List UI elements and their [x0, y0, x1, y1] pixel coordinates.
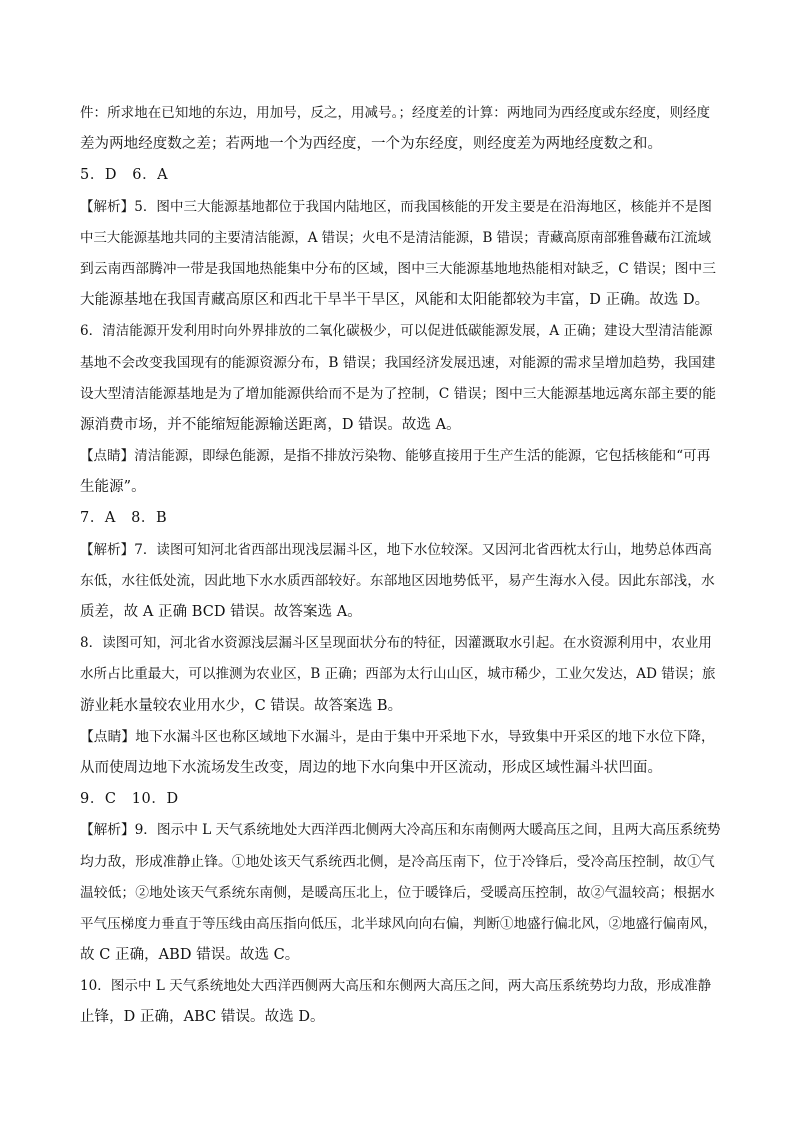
text-line: 止锋，D 正确，ABC 错误。故选 D。: [80, 1009, 325, 1026]
text-line: 件：所求地在已知地的东边，用加号，反之，用减号。；经度差的计算：两地同为西经度或东经度，则经度: [80, 105, 711, 121]
answer-explanation-text: [80, 98, 720, 1034]
text-line: 故 C 正确，ABD 错误。故选 C。: [80, 947, 300, 964]
answer-key-line: 9．C 10．D: [80, 791, 179, 808]
text-line: 差为两地经度数之差；若两地一个为西经度，一个为东经度，则经度差为两地经度数之和。: [80, 136, 662, 153]
answer-key-line: 5．D 6．A: [80, 167, 169, 184]
text-line: 【解析】7．读图可知河北省西部出现浅层漏斗区，地下水位较深。又因河北省西枕太行山，地势总体西高: [80, 541, 712, 558]
text-line: 6．清洁能源开发利用时向外界排放的二氧化碳极少，可以促进低碳能源发展，A 正确；建设大型清洁能源: [80, 323, 713, 340]
text-line: 【解析】9．图示中 L 天气系统地处大西洋西北侧两大冷高压和东南侧两大暖高压之间，且两大高压系统势: [80, 822, 721, 839]
text-line: 东低，水往低处流，因此地下水水质西部较好。东部地区因地势低平，易产生海水入侵。因此东部浅，水: [80, 572, 715, 589]
text-line: 基地不会改变我国现有的能源资源分布，B 错误；我国经济发展迅速，对能源的需求呈增加趋势，我国建: [80, 354, 716, 371]
text-line: 从而使周边地下水流场发生改变，周边的地下水向集中开区流动，形成区域性漏斗状凹面。: [80, 759, 662, 776]
text-line: 中三大能源基地共同的主要清洁能源，A 错误；火电不是清洁能源，B 错误；青藏高原南部雅鲁藏布江流域: [80, 229, 711, 246]
text-line: 10．图示中 L 天气系统地处大西洋西侧两大高压和东侧两大高压之间，两大高压系统势均力敌，形成准静: [80, 978, 712, 995]
answer-key-line: 7．A 8．B: [80, 510, 168, 527]
text-line: 源消费市场，并不能缩短能源输送距离，D 错误。故选 A。: [80, 416, 461, 433]
text-line: 均力敌，形成准静止锋。①地处该天气系统西北侧，是冷高压南下，位于冷锋后，受冷高压控制，故①气: [80, 853, 715, 870]
text-line: 平气压梯度力垂直于等压线由高压指向低压，北半球风向向右偏，判断①地盛行偏北风，②地盛行偏南风，: [80, 915, 717, 932]
text-line: 到云南西部腾冲一带是我国地热能集中分布的区域，图中三大能源基地地热能相对缺乏，C 错误；图中三: [80, 260, 716, 277]
text-line: 生能源”。: [80, 479, 146, 496]
text-line: 【点睛】地下水漏斗区也称区域地下水漏斗，是由于集中开采地下水，导致集中开采区的地下水位下降，: [80, 728, 715, 745]
text-line: 质差，故 A 正确 BCD 错误。故答案选 A。: [80, 604, 362, 620]
text-line: 【点睛】清洁能源，即绿色能源，是指不排放污染物、能够直接用于生产生活的能源，它包括核能和“可再: [80, 448, 711, 465]
text-line: 游业耗水量较农业用水少，C 错误。故答案选 B。: [80, 697, 403, 714]
text-line: 大能源基地在我国青藏高原区和西北干旱半干旱区，风能和太阳能都较为丰富，D 正确。故选 D。: [80, 292, 710, 309]
text-line: 温较低；②地处该天气系统东南侧，是暖高压北上，位于暖锋后，受暖高压控制，故②气温较高；根据水: [80, 884, 715, 901]
text-line: 【解析】5．图中三大能源基地都位于我国内陆地区，而我国核能的开发主要是在沿海地区，核能并不是图: [80, 198, 712, 215]
text-line: 设大型清洁能源基地是为了增加能源供给而不是为了控制，C 错误；图中三大能源基地远离东部主要的能: [80, 385, 716, 402]
text-line: 水所占比重最大，可以推测为农业区，B 正确；西部为太行山山区，城市稀少，工业欠发达，AD 错误；旅: [80, 666, 716, 683]
text-line: 8．读图可知，河北省水资源浅层漏斗区呈现面状分布的特征，因灌溉取水引起。在水资源利用中，农业用: [80, 635, 712, 652]
